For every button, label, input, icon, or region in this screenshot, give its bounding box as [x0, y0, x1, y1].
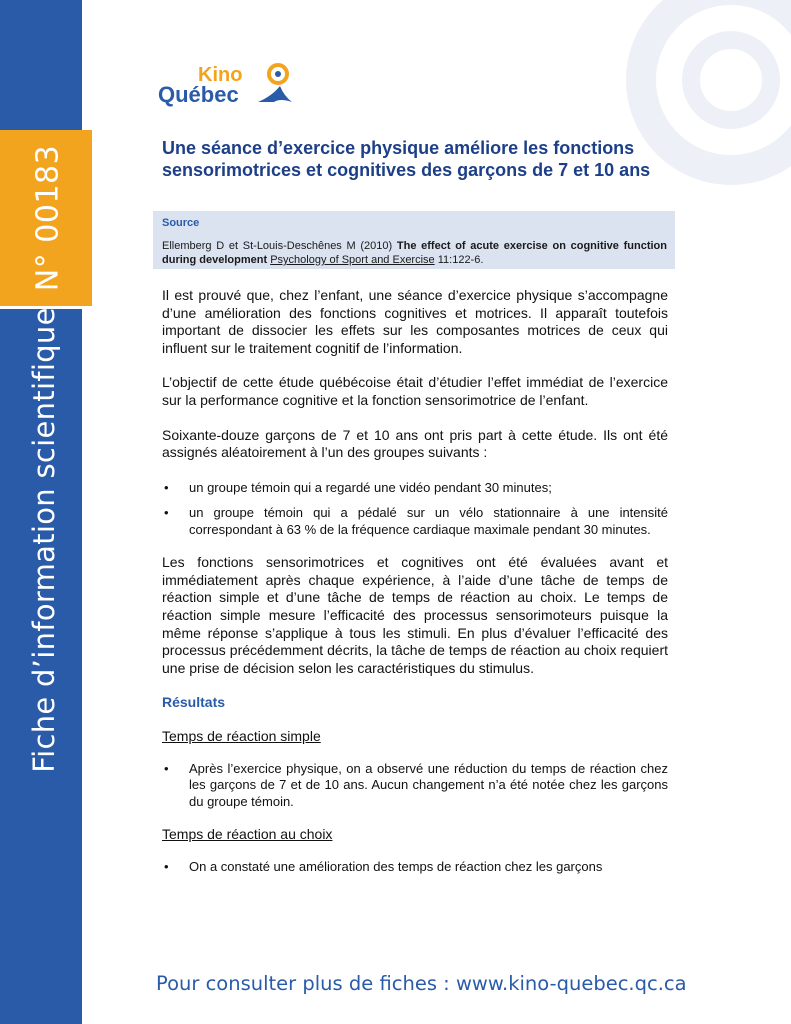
page-title: Une séance d’exercice physique améliore les fonctions sensorimotrices et cognitives des garçons de 7 et 10 ans	[162, 138, 651, 180]
source-heading: Source	[162, 217, 200, 229]
logo-figure-icon	[254, 62, 294, 106]
list-item: • un groupe témoin qui a regardé une vidéo pendant 30 minutes;	[162, 480, 668, 497]
list-item: • Après l’exercice physique, on a observé une réduction du temps de réaction chez les garçons de 7 et de 10 ans. Aucun changement n’a été notée chez les garçons du groupe témoin.	[162, 761, 668, 811]
choice-reaction-heading: Temps de réaction au choix	[162, 826, 333, 843]
paragraph-objective: L’objectif de cette étude québécoise était d’étudier l’effet immédiat de l’exercice sur la performance cognitive et la fonction sensorimotrice de l’enfant.	[162, 374, 668, 408]
source-reference: 11:122-6.	[434, 254, 484, 266]
paragraph-intro: Il est prouvé que, chez l’enfant, une séance d’exercice physique s’accompagne d’une amélioration des fonctions cognitives et motrices. Il apparaît toutefois important de dissocier les effets sur les composantes motrices de ceux qui influent sur le traitement cognitif de l’information.	[162, 287, 668, 356]
source-citation	[162, 239, 667, 267]
decorative-arcs	[591, 0, 791, 220]
kino-quebec-logo	[158, 62, 298, 112]
source-journal: Psychology of Sport and Exercise	[270, 254, 435, 266]
fiche-number: N° 00183	[30, 144, 66, 292]
sidebar-title: Fiche d’information scientifique	[27, 307, 61, 773]
logo-quebec-text: Québec	[158, 82, 239, 107]
simple-reaction-heading: Temps de réaction simple	[162, 728, 321, 744]
source-box	[153, 211, 675, 269]
list-item: • On a constaté une amélioration des temps de réaction chez les garçons	[162, 859, 668, 876]
group-list	[162, 480, 668, 539]
results-heading: Résultats	[162, 694, 226, 711]
paragraph-methods: Les fonctions sensorimotrices et cognitives ont été évaluées avant et immédiatement après chaque expérience, à l’aide d’une tâche de temps de réaction simple et d’une tâche de temps de réaction au choix. Le temps de réaction simple mesure l’efficacité des processus sensorimoteurs puisque la même réponse s’applique à tous les stimuli. En plus d’évaluer l’efficacité des processus précédemment décrits, la tâche de temps de réaction au choix requiert une prise de décision selon les caractéristiques du stimulus.	[162, 554, 668, 676]
simple-reaction-list	[162, 761, 668, 811]
source-authors: Ellemberg D et St-Louis-Deschênes M (2010)	[162, 240, 397, 252]
list-item: • un groupe témoin qui a pédalé sur un vélo stationnaire à une intensité correspondant à 63 % de la fréquence cardiaque maximale pendant 30 minutes.	[162, 505, 668, 538]
logo-kino-text: Kino	[198, 64, 243, 86]
choice-reaction-list	[162, 859, 668, 876]
footer-link[interactable]: Pour consulter plus de fiches : www.kino-quebec.qc.ca	[156, 972, 687, 995]
paragraph-participants: Soixante-douze garçons de 7 et 10 ans ont pris part à cette étude. Ils ont été assignés aléatoirement à l’un des groupes suivants :	[162, 426, 668, 461]
article-body	[162, 287, 668, 891]
source-article-title: The effect of acute exercise on cognitive function during development	[162, 240, 667, 266]
